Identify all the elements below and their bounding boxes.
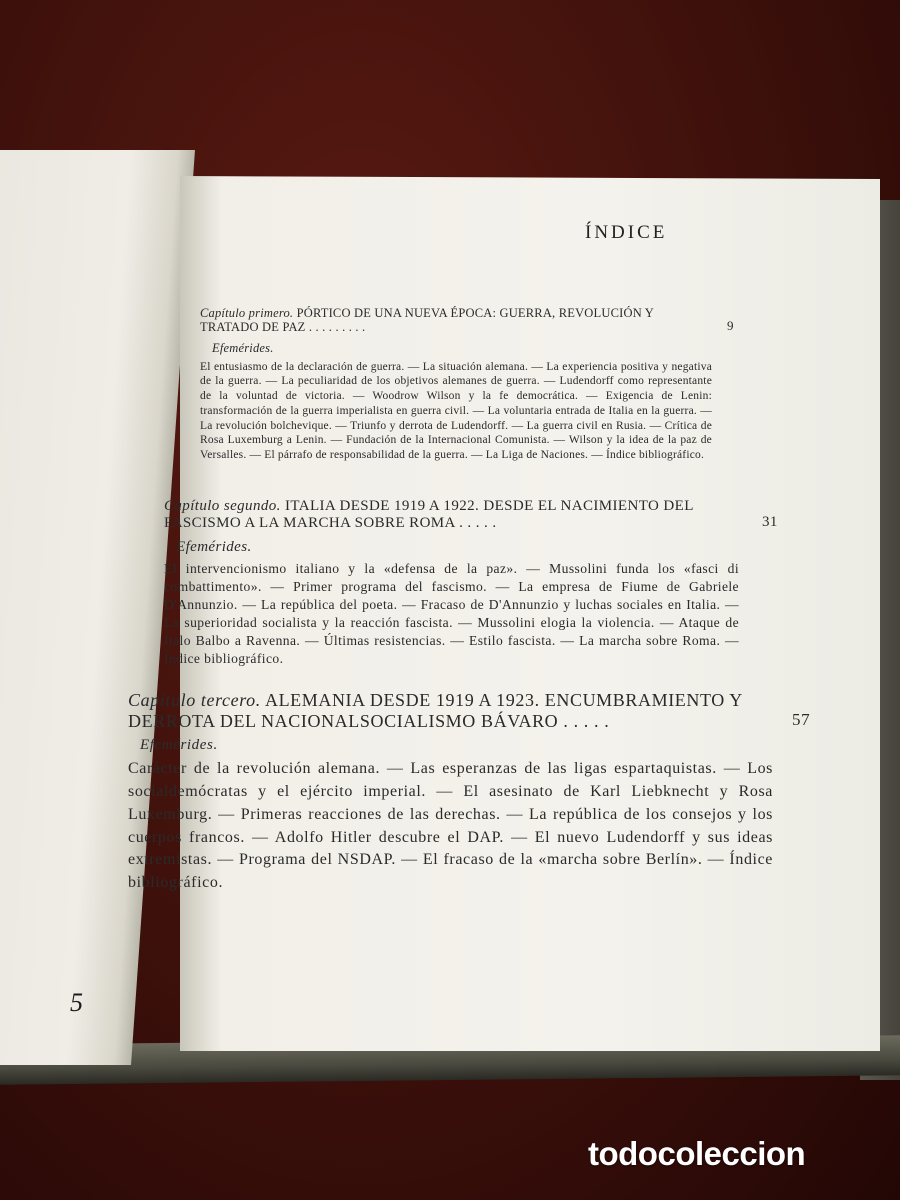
chapter-page-number: 31 — [762, 514, 778, 530]
chapter-heading — [200, 306, 712, 335]
chapter-label: Capítulo tercero. — [128, 690, 261, 710]
chapter-entry-2 — [164, 498, 778, 668]
chapter-heading — [128, 690, 773, 731]
chapter-page-number: 57 — [792, 710, 811, 729]
chapter-summary: El intervencionismo italiano y la «defensa de la paz». — Mussolini funda los «fasci di combattimento». — Primer programa del fascismo. — La empresa de Fiume de Gabriele D'Annunzio. — La república del poeta. — Fracaso de D'Annunzio y luchas sociales en Italia. — La superioridad socialista y la reacción fascista. — Mussolini elogia la violencia. — Ataque de Italo Balbo a Ravenna. — Últimas resistencias. — Estilo fascista. — La marcha sobre Roma. — Índice bibliográfico. — [164, 560, 739, 666]
chapter-label: Capítulo primero. — [200, 306, 294, 320]
index-title: ÍNDICE — [585, 222, 668, 243]
left-page-number: 5 — [70, 988, 83, 1017]
efemerides-label: Efemérides. — [212, 340, 274, 355]
chapter-summary: El entusiasmo de la declaración de guerra. — La situación alemana. — La experiencia positiva y negativa de la guerra. — La peculiaridad de los objetivos alemanes de guerra. — Ludendorff como representante de la voluntad de victoria. — Woodrow Wilson y la fe democrática. — Exigencia de Lenin: transformación de la guerra imperialista en guerra civil. — La voluntaria entrada de Italia en la guerra. — La revolución bolchevique. — Triunfo y derrota de Ludendorff. — La guerra civil en Rusia. — Crítica de Rosa Luxemburg a Lenin. — Fundación de la Internacional Comunista. — Wilson y la idea de la paz de Versalles. — El párrafo de responsabilidad de la guerra. — La Liga de Naciones. — Índice bibliográfico. — [200, 360, 712, 462]
chapter-page-number: 9 — [727, 318, 734, 333]
chapter-title: PÓRTICO DE UNA NUEVA ÉPOCA: GUERRA, REVOLUCIÓN Y TRATADO DE PAZ — [200, 306, 654, 335]
chapter-label: Capítulo segundo. — [164, 498, 281, 514]
dot-leader: . . . . . — [459, 515, 497, 532]
chapter-title: ITALIA DESDE 1919 A 1922. DESDE EL NACIMIENTO DEL FASCISMO A LA MARCHA SOBRE ROMA — [164, 498, 694, 532]
chapter-entry-1 — [200, 306, 734, 463]
chapter-summary: Carácter de la revolución alemana. — Las esperanzas de las ligas espartaquistas. — Los socialdemócratas y el ejército imperial. — El asesinato de Karl Liebknecht y Rosa Luxemburg. — Primeras reacciones de las derechas. — La república de los consejos y los cuerpos francos. — Adolfo Hitler descubre el DAP. — El nuevo Ludendorff y sus ideas extremistas. — Programa del NSDAP. — El fracaso de la «marcha sobre Berlín». — Índice bibliográfico. — [128, 760, 773, 891]
chapter-title: ALEMANIA DESDE 1919 A 1923. ENCUMBRAMIENTO Y DERROTA DEL NACIONALSOCIALISMO BÁVARO — [128, 690, 743, 731]
dot-leader: . . . . . . . . . — [308, 320, 366, 335]
chapter-entry-3 — [128, 690, 811, 895]
dot-leader: . . . . . — [563, 710, 610, 731]
efemerides-label: Efemérides. — [176, 538, 252, 555]
efemerides-label: Efemérides. — [140, 737, 218, 754]
watermark-logo: todocoleccion — [588, 1135, 806, 1172]
chapter-heading — [164, 498, 739, 533]
